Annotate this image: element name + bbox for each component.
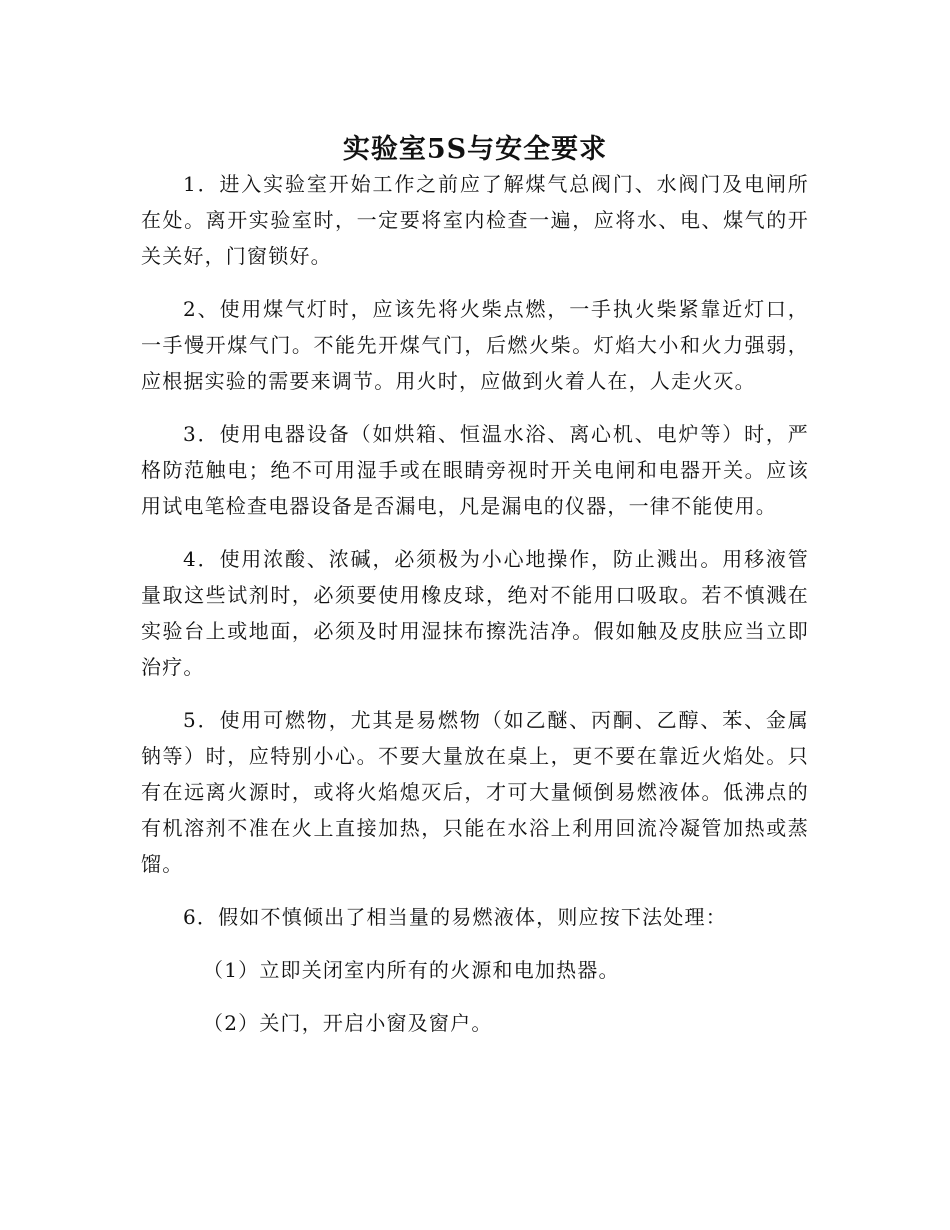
document-title: 实验室5S与安全要求: [342, 134, 608, 166]
sub-item-1: （1）立即关闭室内所有的火源和电加热器。: [203, 958, 620, 982]
sub-item-2: （2）关门，开启小窗及窗户。: [203, 1011, 493, 1035]
paragraph-4: 4．使用浓酸、浓碱，必须极为小心地操作，防止溅出。用移液管量取这些试剂时，必须要使用橡皮球，绝对不能用口吸取。若不慎溅在实验台上或地面，必须及时用湿抹布擦洗洁净。假如触及皮肤应当立即治疗。: [141, 547, 809, 679]
document-body: [141, 166, 809, 1058]
paragraph-1: 1．进入实验室开始工作之前应了解煤气总阀门、水阀门及电闸所在处。离开实验室时，一定要将室内检查一遍，应将水、电、煤气的开关关好，门窗锁好。: [141, 172, 809, 268]
paragraph-2: 2、使用煤气灯时，应该先将火柴点燃，一手执火柴紧靠近灯口，一手慢开煤气门。不能先开煤气门，后燃火柴。灯焰大小和火力强弱，应根据实验的需要来调节。用火时，应做到火着人在，人走火灭。: [141, 297, 809, 393]
paragraph-6: 6．假如不慎倾出了相当量的易燃液体，则应按下法处理：: [183, 905, 727, 929]
paragraph-3: 3．使用电器设备（如烘箱、恒温水浴、离心机、电炉等）时，严格防范触电；绝不可用湿手或在眼睛旁视时开关电闸和电器开关。应该用试电笔检查电器设备是否漏电，凡是漏电的仪器，一律不能使用。: [141, 422, 809, 518]
paragraph-5: 5．使用可燃物，尤其是易燃物（如乙醚、丙酮、乙醇、苯、金属钠等）时，应特别小心。不要大量放在桌上，更不要在靠近火焰处。只有在远离火源时，或将火焰熄灭后，才可大量倾倒易燃液体。低沸点的有机溶剂不准在火上直接加热，只能在水浴上利用回流冷凝管加热或蒸馏。: [141, 708, 809, 876]
